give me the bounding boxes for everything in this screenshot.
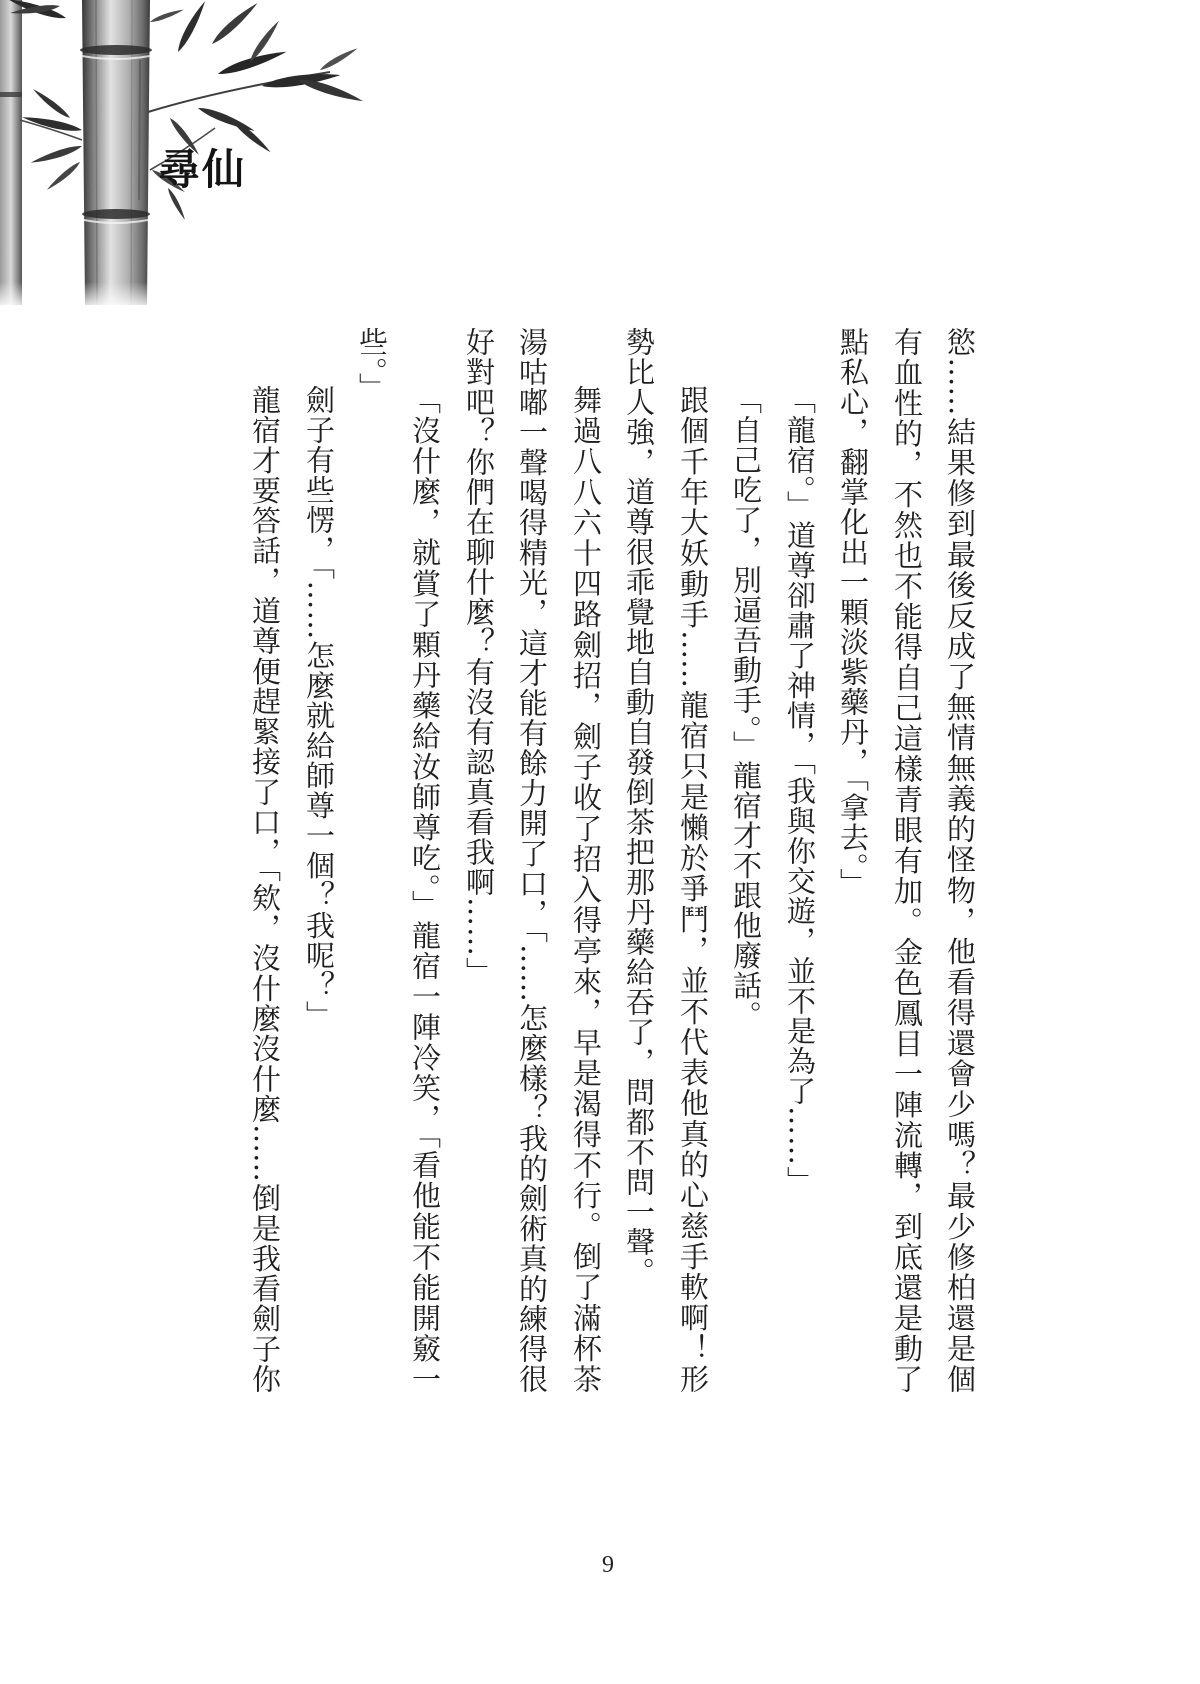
bamboo-stalk <box>0 0 22 305</box>
page-number: 9 <box>602 1552 614 1578</box>
text-column: 舞過八八六十四路劍招，劍子收了招入得亭來，早是渴得不行。倒了滿杯茶 <box>569 385 603 1393</box>
book-title: 尋仙 <box>158 145 247 194</box>
bamboo-leaf <box>45 160 82 192</box>
text-column: 有血性的，不然也不能得自己這樣青眼有加。金色鳳目一陣流轉，到底還是動了 <box>890 327 924 1393</box>
text-column: 些。」 <box>355 327 389 403</box>
bamboo-leaf <box>149 7 184 24</box>
bamboo-node <box>0 92 22 97</box>
bamboo-leaf <box>319 46 359 72</box>
bamboo-leaf <box>21 114 82 134</box>
text-column: 慾……結果修到最後反成了無情無義的怪物，他看得還會少嗎？最少修柏還是個 <box>943 327 977 1393</box>
bamboo-leaf <box>209 0 260 47</box>
text-column: 「自己吃了，別逼吾動手。」龍宿才不跟他廢話。 <box>729 385 763 1031</box>
text-column: 龍宿才要答話，道尊便趕緊接了口，「欸，沒什麼沒什麼……倒是我看劍子你 <box>248 385 282 1393</box>
text-column: 勢比人強，道尊很乖覺地自動自發倒茶把那丹藥給吞了，問都不問一聲。 <box>622 327 656 1287</box>
bamboo-node <box>82 209 150 219</box>
bamboo-leaf <box>175 0 208 54</box>
bamboo-leaf <box>216 47 287 78</box>
text-column: 跟個千年大妖動手……龍宿只是懶於爭鬥，並不代表他真的心慈手軟啊！形 <box>676 385 710 1393</box>
bamboo-node <box>80 45 152 55</box>
text-column: 「龍宿。」道尊卻肅了神情，「我與你交遊，並不是為了……」 <box>783 385 817 1196</box>
text-column: 劍子有些愣，「……怎麼就給師尊一個？我呢？」 <box>302 385 336 1031</box>
bamboo-leaf <box>31 87 71 120</box>
text-column: 湯咕嘟一聲喝得精光，這才能有餘力開了口，「……怎麼樣？我的劍術真的練得很 <box>515 327 549 1393</box>
text-column: 好對吧？你們在聊什麼？有沒有認真看我啊……」 <box>462 327 496 987</box>
text-column: 點私心，翻掌化出一顆淡紫藥丹，「拿去。」 <box>836 327 870 898</box>
text-column: 「沒什麼，就賞了顆丹藥給汝師尊吃。」龍宿一陣冷笑，「看他能不能開竅一 <box>408 385 442 1393</box>
bamboo-leaf <box>30 143 83 166</box>
